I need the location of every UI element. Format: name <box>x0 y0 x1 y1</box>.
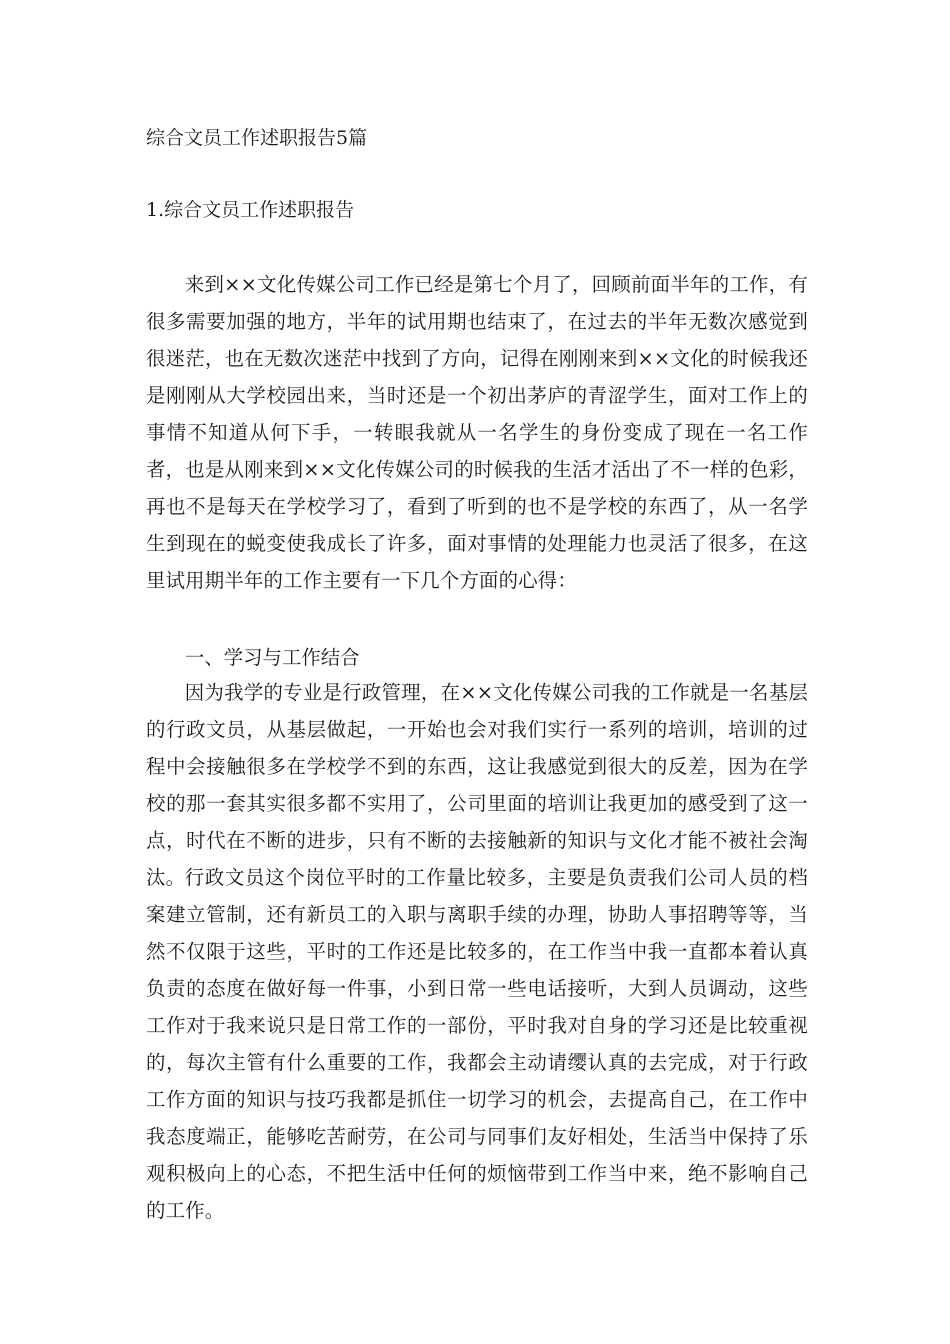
body-paragraph-training: 因为我学的专业是行政管理，在××文化传媒公司我的工作就是一名基层的行政文员，从基层做起，一开始也会对我们实行一系列的培训，培训的过程中会接触很多在学校学不到的东西，这让我感觉到很大的反差，因为在学校的那一套其实很多都不实用了，公司里面的培训让我更加的感受到了这一点，时代在不断的进步，只有不断的去接触新的知识与文化才能不被社会淘汰。 <box>146 681 808 889</box>
body-paragraph-duties: 行政文员这个岗位平时的工作量比较多，主要是负责我们公司人员的档案建立管制，还有新员工的入职与离职手续的办理，协助人事招聘等等，当然不仅限于这些，平时的工作还是比较多的，在工作当中我一直都本着认真负责的态度在做好每一件事，小到日常一些电话接听，大到人员调动，这些工作对于我来说只是日常工作的一部份，平时我对自身的学习还是比较重视的，每次主管有什么重要的工作，我都会主动请缨认真的去完成，对于行政工作方面的知识与技巧我都是抓住一切学习的机会，去提高自己，在工作中我态度端正，能够吃苦耐劳，在公司与同事们友好相处，生活当中保持了乐观积极向上的心态，不把生活中任何的烦恼带到工作当中来，绝不影响自己的工作。 <box>146 866 808 1222</box>
document-title: 综合文员工作述职报告5篇 <box>146 127 368 149</box>
body-paragraph-intro: 来到××文化传媒公司工作已经是第七个月了，回顾前面半年的工作，有很多需要加强的地方，半年的试用期也结束了，在过去的半年无数次感觉到很迷茫，也在无数次迷茫中找到了方向，记得在刚刚来到××文化的时候我还是刚刚从大学校园出来，当时还是一个初出茅庐的青涩学生，面对工作上的事情不知道从何下手，一转眼我就从一名学生的身份变成了现在一名工作者，也是从刚来到××文化传媒公司的时候我的生活才活出了不一样的色彩，再也不是每天在学校学习了，看到了听到的也不是学校的东西了，从一名学生到现在的蜕变使我成长了许多，面对事情的处理能力也灵活了很多，在这里试用期半年的工作主要有一下几个方面的心得： <box>146 273 808 592</box>
subheading-study-and-work: 一、学习与工作结合 <box>185 646 360 669</box>
section-title: 1.综合文员工作述职报告 <box>146 199 355 221</box>
